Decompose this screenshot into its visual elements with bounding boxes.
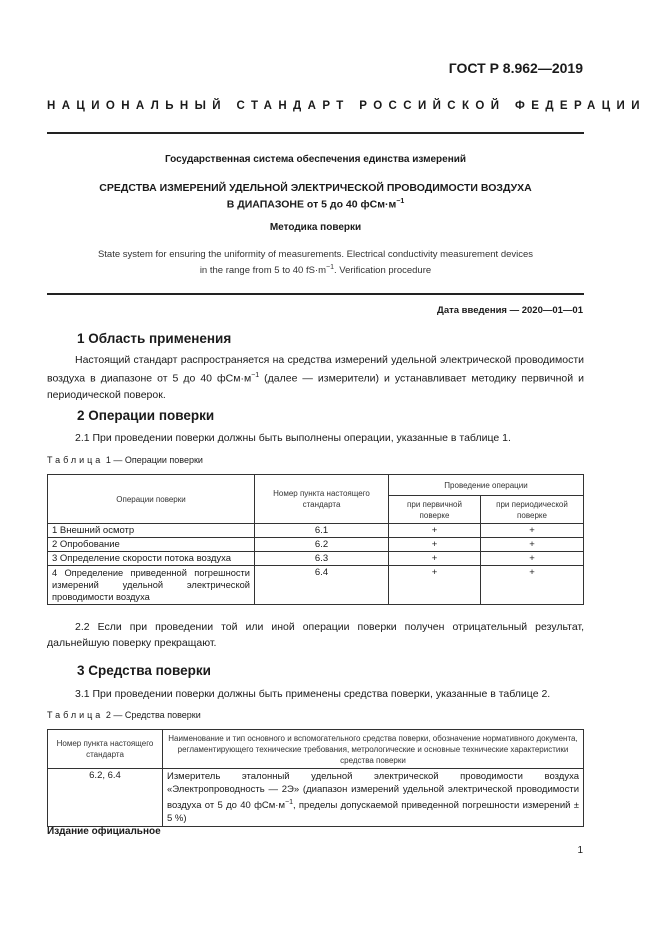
th-conduct: Проведение операции (389, 475, 584, 496)
table-row (48, 538, 584, 552)
english-sup: −1 (326, 264, 334, 271)
cell-description-sup: −1 (284, 799, 293, 806)
english-line-2 (47, 261, 584, 277)
table-row (48, 552, 584, 566)
section-1-text-b: (далее — измерители) и устанавливает методику первичной и периодической поверок. (47, 372, 584, 401)
paragraph-2-1 (47, 430, 584, 446)
title-line-2-text: В ДИАПАЗОНЕ от 5 до 40 фСм·м (226, 198, 397, 211)
paragraph-3-1 (47, 686, 584, 702)
table-operations (47, 474, 584, 605)
cell-description-a: Измеритель эталонный удельной электрической проводимости воздуха «Электропроводность — 2Э» (диапазон измерений удельной электрической проводимости воздуха от 5 до 40 фСм·м (167, 771, 579, 812)
document-title (47, 181, 584, 212)
middle-divider (47, 293, 584, 295)
method-title: Методика поверки (269, 222, 362, 233)
cell-operation: 3 Определение скорости потока воздуха (48, 552, 255, 566)
section-3-heading: 3 Средства поверки (77, 663, 211, 678)
table-row (48, 769, 584, 827)
th-periodic: при периодической поверке (481, 496, 584, 524)
section-1-heading: 1 Область применения (77, 331, 232, 346)
paragraph-2-1-text: 2.1 При проведении поверки должны быть выполнены операции, указанные в таблице 1. (75, 432, 511, 444)
document-code: ГОСТ Р 8.962—2019 (448, 60, 583, 76)
table-row (48, 524, 584, 538)
top-divider (47, 132, 584, 134)
table-1-caption-rest: 1 — Операции поверки (105, 455, 203, 465)
page-number: 1 (577, 845, 583, 856)
cell-periodic: + (481, 552, 584, 566)
table-2-caption (47, 710, 201, 720)
th-description: Наименование и тип основного и вспомогательного средства поверки, обозначение нормативного документа, регламентирующего технические требования, метрологические и основные технические характеристики средства поверки (163, 730, 584, 769)
section-1-text (47, 352, 584, 403)
table-1-caption (47, 455, 203, 465)
th-primary: при первичной поверке (389, 496, 481, 524)
table-1-caption-prefix: Таблица (47, 455, 104, 465)
cell-item: 6.2 (255, 538, 389, 552)
cell-periodic: + (481, 538, 584, 552)
cell-primary: + (389, 566, 481, 605)
table-2-caption-prefix: Таблица (47, 710, 104, 720)
cell-primary: + (389, 552, 481, 566)
table-row (48, 566, 584, 605)
title-sup: −1 (396, 198, 405, 205)
national-standard-heading: НАЦИОНАЛЬНЫЙ СТАНДАРТ РОССИЙСКОЙ ФЕДЕРАЦИИ (47, 100, 646, 112)
table-verification-means (47, 729, 584, 827)
cell-primary: + (389, 524, 481, 538)
table-2-caption-rest: 2 — Средства поверки (105, 710, 201, 720)
paragraph-2-2-text: 2.2 Если при проведении той или иной операции поверки получен отрицательный результат, дальнейшую поверку прекращают. (47, 621, 584, 649)
th-item-number: Номер пункта настоящего стандарта (48, 730, 163, 769)
th-operations: Операции поверки (48, 475, 255, 524)
title-line-1: СРЕДСТВА ИЗМЕРЕНИЙ УДЕЛЬНОЙ ЭЛЕКТРИЧЕСКОЙ ПРОВОДИМОСТИ ВОЗДУХА (99, 182, 532, 194)
th-item-number: Номер пункта настоящего стандарта (255, 475, 389, 524)
section-2-heading: 2 Операции поверки (77, 408, 215, 423)
section-1-text-a: Настоящий стандарт распространяется на средства измерений удельной электрической проводимости воздуха в диапазоне от 5 до 40 фСм·м (47, 354, 584, 385)
section-1-sup: −1 (251, 372, 260, 379)
cell-item: 6.4 (255, 566, 389, 605)
title-line-2 (47, 195, 584, 212)
cell-item: 6.1 (255, 524, 389, 538)
cell-description-b: , пределы допускаемой приведенной погрешности измерений ± 5 %) (167, 800, 579, 825)
paragraph-2-2 (47, 619, 584, 651)
cell-periodic: + (481, 566, 584, 605)
system-title: Государственная система обеспечения единства измерений (164, 154, 467, 165)
cell-operation: 4 Определение приведенной погрешности измерений удельной электрической проводимости воздуха (48, 566, 255, 605)
cell-operation: 2 Опробование (48, 538, 255, 552)
english-line-2a: in the range from 5 to 40 fS·m (199, 265, 327, 277)
cell-operation: 1 Внешний осмотр (48, 524, 255, 538)
official-edition: Издание официальное (47, 826, 161, 837)
introduction-date: Дата введения — 2020—01—01 (437, 305, 583, 316)
cell-description (163, 769, 584, 827)
english-line-2b: . Verification procedure (334, 265, 432, 277)
cell-periodic: + (481, 524, 584, 538)
cell-item: 6.3 (255, 552, 389, 566)
english-title (47, 248, 584, 277)
cell-item: 6.2, 6.4 (48, 769, 163, 827)
paragraph-3-1-text: 3.1 При проведении поверки должны быть применены средства поверки, указанные в таблице 2. (75, 688, 551, 700)
cell-primary: + (389, 538, 481, 552)
english-line-1: State system for ensuring the uniformity of measurements. Electrical conductivity measurement devices (97, 249, 534, 260)
